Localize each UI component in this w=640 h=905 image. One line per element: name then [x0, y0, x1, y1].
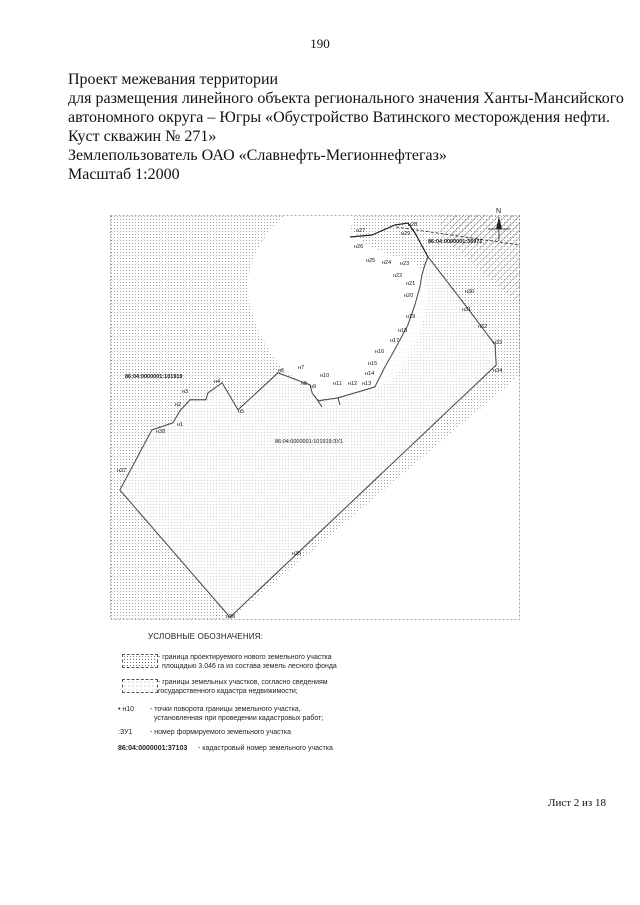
point-label-n2: н2 — [175, 402, 182, 408]
point-label-n1: н1 — [177, 422, 184, 428]
point-label-n18: н18 — [398, 328, 408, 334]
point-label-n34: н34 — [493, 368, 503, 374]
light-dots-swatch-icon — [122, 679, 158, 693]
point-label-n25: н25 — [366, 258, 376, 264]
point-label-n12: н12 — [348, 381, 358, 387]
point-label-n29: н29 — [401, 231, 411, 237]
header-line-6: Масштаб 1:2000 — [68, 166, 180, 183]
point-label-n24: н24 — [382, 260, 392, 266]
point-label-n36: н36 — [226, 614, 236, 620]
cadastral-map — [110, 208, 520, 620]
document-header — [68, 70, 628, 184]
point-label-n21: н21 — [406, 281, 416, 287]
point-label-n38: н38 — [156, 429, 166, 435]
point-label-n8: н8 — [301, 381, 308, 387]
parcel-number-symbol: :ЗУ1 — [118, 729, 133, 736]
point-label-n35: н35 — [292, 551, 302, 557]
point-label-n19: н19 — [406, 314, 416, 320]
point-label-n6: н6 — [278, 368, 285, 374]
sheet-counter: Лист 2 из 18 — [548, 797, 607, 809]
turning-point-symbol: • н10 — [118, 706, 135, 713]
point-label-n5: н5 — [238, 409, 245, 415]
dense-dots-swatch-icon — [122, 654, 158, 668]
point-label-n33: н33 — [493, 340, 503, 346]
legend-item1-line2: площадью 3.046 га из состава земель лесного фонда — [162, 663, 337, 670]
point-label-n3: н3 — [182, 389, 189, 395]
page-number: 190 — [310, 36, 330, 51]
legend-item3-line2: установленная при проведении кадастровых работ; — [154, 715, 324, 722]
point-label-n17: н17 — [390, 338, 400, 344]
point-label-n31: н31 — [462, 307, 472, 313]
point-label-n20: н20 — [404, 293, 414, 299]
point-label-n23: н23 — [400, 261, 410, 267]
header-line-4: Куст скважин № 271» — [68, 128, 217, 145]
point-label-n10: н10 — [320, 373, 330, 379]
point-label-n4: н4 — [214, 379, 221, 385]
legend-item3-line1: - точки поворота границы земельного участка, — [150, 706, 301, 713]
point-label-n14: н14 — [365, 371, 375, 377]
cadastral-number-right: 86:04:0000001:36971 — [428, 239, 483, 245]
legend-item4-line1: - номер формируемого земельного участка — [150, 729, 291, 736]
legend-item5-line1: - кадастровый номер земельного участка — [198, 745, 333, 752]
cadastral-number-symbol: 86:04:0000001:37103 — [118, 745, 188, 752]
cadastral-number-left: 86:04:0000001:101919 — [125, 374, 183, 380]
point-label-n7: н7 — [298, 365, 305, 371]
point-label-n30: н30 — [465, 289, 475, 295]
point-label-n28: н28 — [408, 222, 418, 228]
point-label-n37: н37 — [117, 468, 127, 474]
legend-item2-line2: государственного кадастра недвижимости; — [158, 688, 298, 695]
point-label-n32: н32 — [478, 324, 488, 330]
point-label-n9: н9 — [310, 384, 317, 390]
legend-item1-line1: - граница проектируемого нового земельного участка — [158, 654, 332, 661]
header-line-5: Землепользователь ОАО «Славнефть-Мегионнефтегаз» — [68, 147, 447, 164]
parcel-number-label: 86:04:0000001:101919:ЗУ1 — [275, 439, 343, 445]
point-label-n11: н11 — [333, 381, 342, 387]
point-label-n27: н27 — [356, 228, 366, 234]
legend-item2-line1: - границы земельных участков, согласно сведениям — [158, 679, 328, 686]
svg-text:N: N — [496, 208, 502, 215]
point-label-n15: н15 — [368, 361, 378, 367]
legend-title: УСЛОВНЫЕ ОБОЗНАЧЕНИЯ: — [148, 632, 264, 641]
point-label-n26: н26 — [354, 244, 364, 250]
point-label-n16: н16 — [375, 349, 385, 355]
header-line-1: Проект межевания территории — [68, 71, 279, 88]
header-line-3: автономного округа – Югры «Обустройство Ватинского месторождения нефти. — [68, 109, 610, 126]
point-label-n22: н22 — [393, 273, 403, 279]
point-label-n13: н13 — [362, 381, 372, 387]
header-line-2: для размещения линейного объекта регионального значения Ханты-Мансийского — [68, 90, 624, 107]
